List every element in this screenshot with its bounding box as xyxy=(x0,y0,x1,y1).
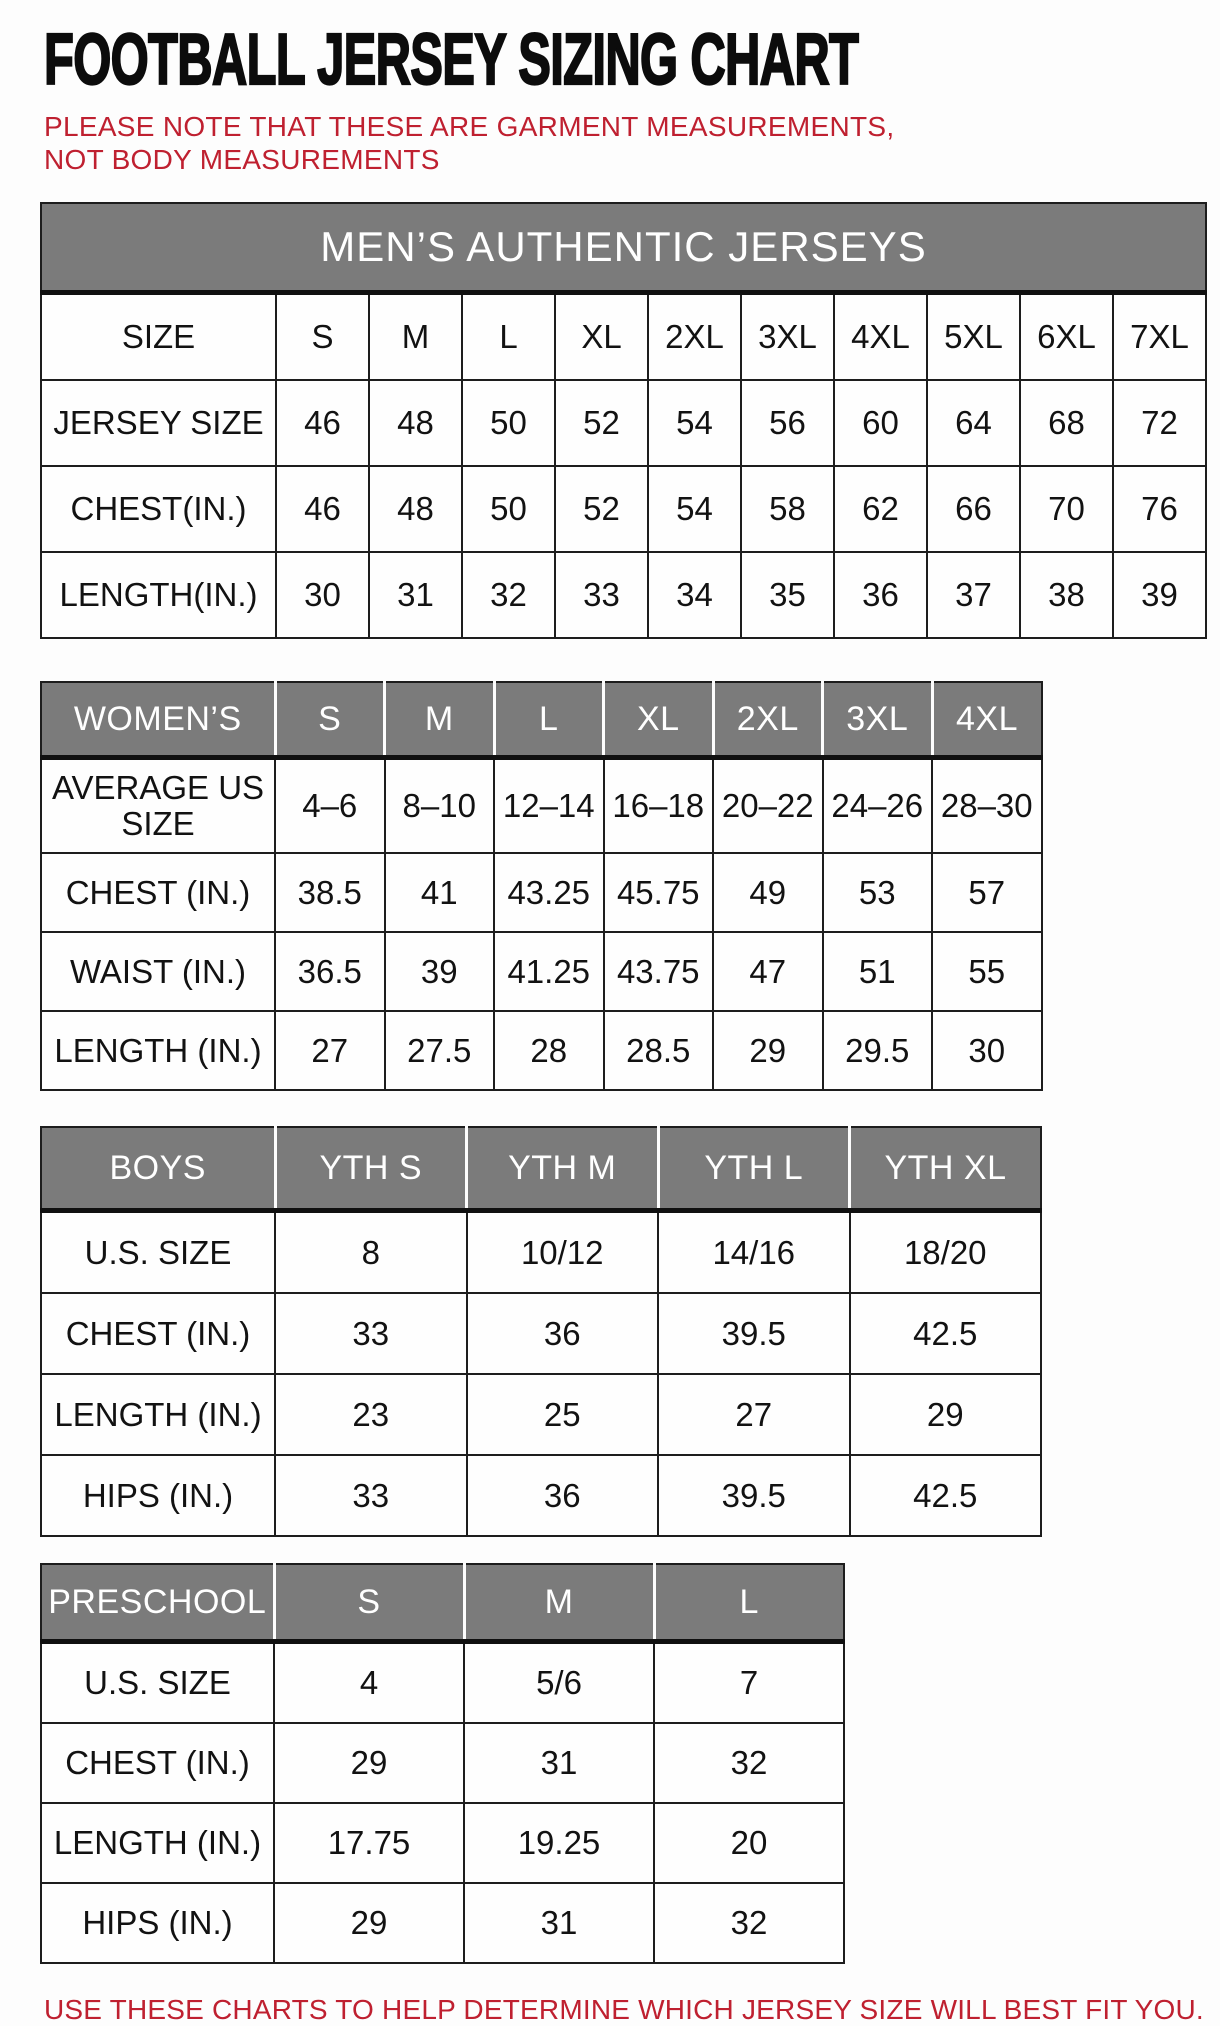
garment-measurements-note: PLEASE NOTE THAT THESE ARE GARMENT MEASUREMENTS, NOT BODY MEASUREMENTS xyxy=(44,111,895,176)
value-cell: 14/16 xyxy=(658,1211,850,1294)
value-cell: 34 xyxy=(648,552,741,638)
value-cell: 5/6 xyxy=(464,1642,654,1724)
value-cell: 54 xyxy=(648,380,741,466)
size-cell: 3XL xyxy=(741,293,834,381)
value-cell: 48 xyxy=(369,380,462,466)
value-cell: 38.5 xyxy=(275,853,385,932)
value-cell: 43.25 xyxy=(494,853,604,932)
table-header-row xyxy=(41,1564,844,1642)
value-cell: 51 xyxy=(823,932,933,1011)
value-cell: 56 xyxy=(741,380,834,466)
size-cell: 7XL xyxy=(1113,293,1206,381)
value-cell: 23 xyxy=(275,1374,467,1455)
value-cell: 39.5 xyxy=(658,1293,850,1374)
value-cell: 33 xyxy=(275,1293,467,1374)
value-cell: 36.5 xyxy=(275,932,385,1011)
fit-advice-note: USE THESE CHARTS TO HELP DETERMINE WHICH JERSEY SIZE WILL BEST FIT YOU. xyxy=(44,1994,1204,2026)
value-cell: 45.75 xyxy=(604,853,714,932)
value-cell: 8 xyxy=(275,1211,467,1294)
value-cell: 32 xyxy=(654,1883,844,1963)
value-cell: 33 xyxy=(555,552,648,638)
value-cell: 27 xyxy=(658,1374,850,1455)
row-label: LENGTH (IN.) xyxy=(41,1011,275,1090)
value-cell: 4 xyxy=(274,1642,464,1724)
value-cell: 28 xyxy=(494,1011,604,1090)
value-cell: 50 xyxy=(462,380,555,466)
table-row xyxy=(41,1011,1042,1090)
row-label: U.S. SIZE xyxy=(41,1211,275,1294)
row-label: JERSEY SIZE xyxy=(41,380,276,466)
value-cell: 46 xyxy=(276,380,369,466)
value-cell: 37 xyxy=(927,552,1020,638)
preschool-header-label: PRESCHOOL xyxy=(41,1564,274,1642)
value-cell: 42.5 xyxy=(850,1455,1042,1536)
row-label: HIPS (IN.) xyxy=(41,1455,275,1536)
size-cell: 6XL xyxy=(1020,293,1113,381)
value-cell: 7 xyxy=(654,1642,844,1724)
value-cell: 10/12 xyxy=(467,1211,659,1294)
row-label: LENGTH (IN.) xyxy=(41,1803,274,1883)
value-cell: 43.75 xyxy=(604,932,714,1011)
row-label: AVERAGE US SIZE xyxy=(41,758,275,854)
value-cell: 52 xyxy=(555,380,648,466)
table-row xyxy=(41,1642,844,1724)
value-cell: 31 xyxy=(369,552,462,638)
value-cell: 42.5 xyxy=(850,1293,1042,1374)
value-cell: 12–14 xyxy=(494,758,604,854)
preschool-table xyxy=(40,1563,845,1964)
value-cell: 8–10 xyxy=(385,758,495,854)
value-cell: 28.5 xyxy=(604,1011,714,1090)
size-header-cell: S xyxy=(275,682,385,758)
size-header-cell: L xyxy=(494,682,604,758)
size-header-cell: YTH S xyxy=(275,1127,467,1211)
table-row xyxy=(41,466,1206,552)
value-cell: 29 xyxy=(713,1011,823,1090)
value-cell: 50 xyxy=(462,466,555,552)
value-cell: 36 xyxy=(467,1293,659,1374)
value-cell: 29 xyxy=(274,1723,464,1803)
value-cell: 33 xyxy=(275,1455,467,1536)
value-cell: 60 xyxy=(834,380,927,466)
value-cell: 41.25 xyxy=(494,932,604,1011)
womens-header-label: WOMEN’S xyxy=(41,682,275,758)
table-row xyxy=(41,853,1042,932)
row-label: U.S. SIZE xyxy=(41,1642,274,1724)
value-cell: 20 xyxy=(654,1803,844,1883)
value-cell: 46 xyxy=(276,466,369,552)
table-row xyxy=(41,552,1206,638)
value-cell: 28–30 xyxy=(932,758,1042,854)
value-cell: 18/20 xyxy=(850,1211,1042,1294)
row-label: LENGTH(IN.) xyxy=(41,552,276,638)
page-title-text: FOOTBALL JERSEY SIZING CHART xyxy=(44,20,859,100)
value-cell: 29 xyxy=(274,1883,464,1963)
value-cell: 58 xyxy=(741,466,834,552)
value-cell: 62 xyxy=(834,466,927,552)
value-cell: 4–6 xyxy=(275,758,385,854)
page-title xyxy=(44,20,1220,100)
size-header-cell: 2XL xyxy=(713,682,823,758)
size-cell: 4XL xyxy=(834,293,927,381)
row-label: HIPS (IN.) xyxy=(41,1883,274,1963)
value-cell: 64 xyxy=(927,380,1020,466)
value-cell: 27.5 xyxy=(385,1011,495,1090)
table-row xyxy=(41,932,1042,1011)
value-cell: 48 xyxy=(369,466,462,552)
size-cell: L xyxy=(462,293,555,381)
mens-table-title-band: MEN’S AUTHENTIC JERSEYS xyxy=(41,203,1206,293)
table-row xyxy=(41,1455,1041,1536)
table-row xyxy=(41,293,1206,381)
table-header-row xyxy=(41,203,1206,293)
value-cell: 31 xyxy=(464,1723,654,1803)
size-header-cell: 4XL xyxy=(932,682,1042,758)
value-cell: 29.5 xyxy=(823,1011,933,1090)
row-label: CHEST (IN.) xyxy=(41,853,275,932)
value-cell: 27 xyxy=(275,1011,385,1090)
size-cell: 2XL xyxy=(648,293,741,381)
value-cell: 70 xyxy=(1020,466,1113,552)
size-header-cell: 3XL xyxy=(823,682,933,758)
table-row xyxy=(41,1883,844,1963)
size-header-cell: YTH L xyxy=(658,1127,850,1211)
size-header-cell: S xyxy=(274,1564,464,1642)
size-cell: XL xyxy=(555,293,648,381)
value-cell: 31 xyxy=(464,1883,654,1963)
size-header-cell: YTH M xyxy=(467,1127,659,1211)
size-cell: S xyxy=(276,293,369,381)
value-cell: 39.5 xyxy=(658,1455,850,1536)
value-cell: 55 xyxy=(932,932,1042,1011)
size-cell: 5XL xyxy=(927,293,1020,381)
size-header-cell: M xyxy=(385,682,495,758)
value-cell: 39 xyxy=(385,932,495,1011)
value-cell: 68 xyxy=(1020,380,1113,466)
value-cell: 54 xyxy=(648,466,741,552)
value-cell: 35 xyxy=(741,552,834,638)
size-header-cell: XL xyxy=(604,682,714,758)
womens-table xyxy=(40,681,1043,1091)
value-cell: 36 xyxy=(467,1455,659,1536)
value-cell: 72 xyxy=(1113,380,1206,466)
value-cell: 41 xyxy=(385,853,495,932)
table-row xyxy=(41,1211,1041,1294)
boys-header-label: BOYS xyxy=(41,1127,275,1211)
value-cell: 20–22 xyxy=(713,758,823,854)
value-cell: 24–26 xyxy=(823,758,933,854)
value-cell: 38 xyxy=(1020,552,1113,638)
value-cell: 52 xyxy=(555,466,648,552)
size-header-cell: YTH XL xyxy=(850,1127,1042,1211)
value-cell: 17.75 xyxy=(274,1803,464,1883)
row-label: LENGTH (IN.) xyxy=(41,1374,275,1455)
value-cell: 30 xyxy=(932,1011,1042,1090)
value-cell: 47 xyxy=(713,932,823,1011)
value-cell: 25 xyxy=(467,1374,659,1455)
table-header-row xyxy=(41,1127,1041,1211)
table-header-row xyxy=(41,682,1042,758)
row-label: WAIST (IN.) xyxy=(41,932,275,1011)
value-cell: 36 xyxy=(834,552,927,638)
value-cell: 19.25 xyxy=(464,1803,654,1883)
size-header-cell: M xyxy=(464,1564,654,1642)
value-cell: 32 xyxy=(654,1723,844,1803)
value-cell: 29 xyxy=(850,1374,1042,1455)
table-row xyxy=(41,1803,844,1883)
table-row xyxy=(41,1293,1041,1374)
value-cell: 49 xyxy=(713,853,823,932)
value-cell: 57 xyxy=(932,853,1042,932)
value-cell: 76 xyxy=(1113,466,1206,552)
table-row xyxy=(41,758,1042,854)
value-cell: 66 xyxy=(927,466,1020,552)
boys-table xyxy=(40,1126,1042,1537)
mens-authentic-jerseys-table xyxy=(40,202,1207,639)
table-row xyxy=(41,380,1206,466)
size-header-cell: L xyxy=(654,1564,844,1642)
value-cell: 39 xyxy=(1113,552,1206,638)
row-label: SIZE xyxy=(41,293,276,381)
table-row xyxy=(41,1723,844,1803)
row-label: CHEST (IN.) xyxy=(41,1293,275,1374)
row-label: CHEST(IN.) xyxy=(41,466,276,552)
table-row xyxy=(41,1374,1041,1455)
value-cell: 32 xyxy=(462,552,555,638)
value-cell: 53 xyxy=(823,853,933,932)
value-cell: 30 xyxy=(276,552,369,638)
value-cell: 16–18 xyxy=(604,758,714,854)
row-label: CHEST (IN.) xyxy=(41,1723,274,1803)
size-cell: M xyxy=(369,293,462,381)
